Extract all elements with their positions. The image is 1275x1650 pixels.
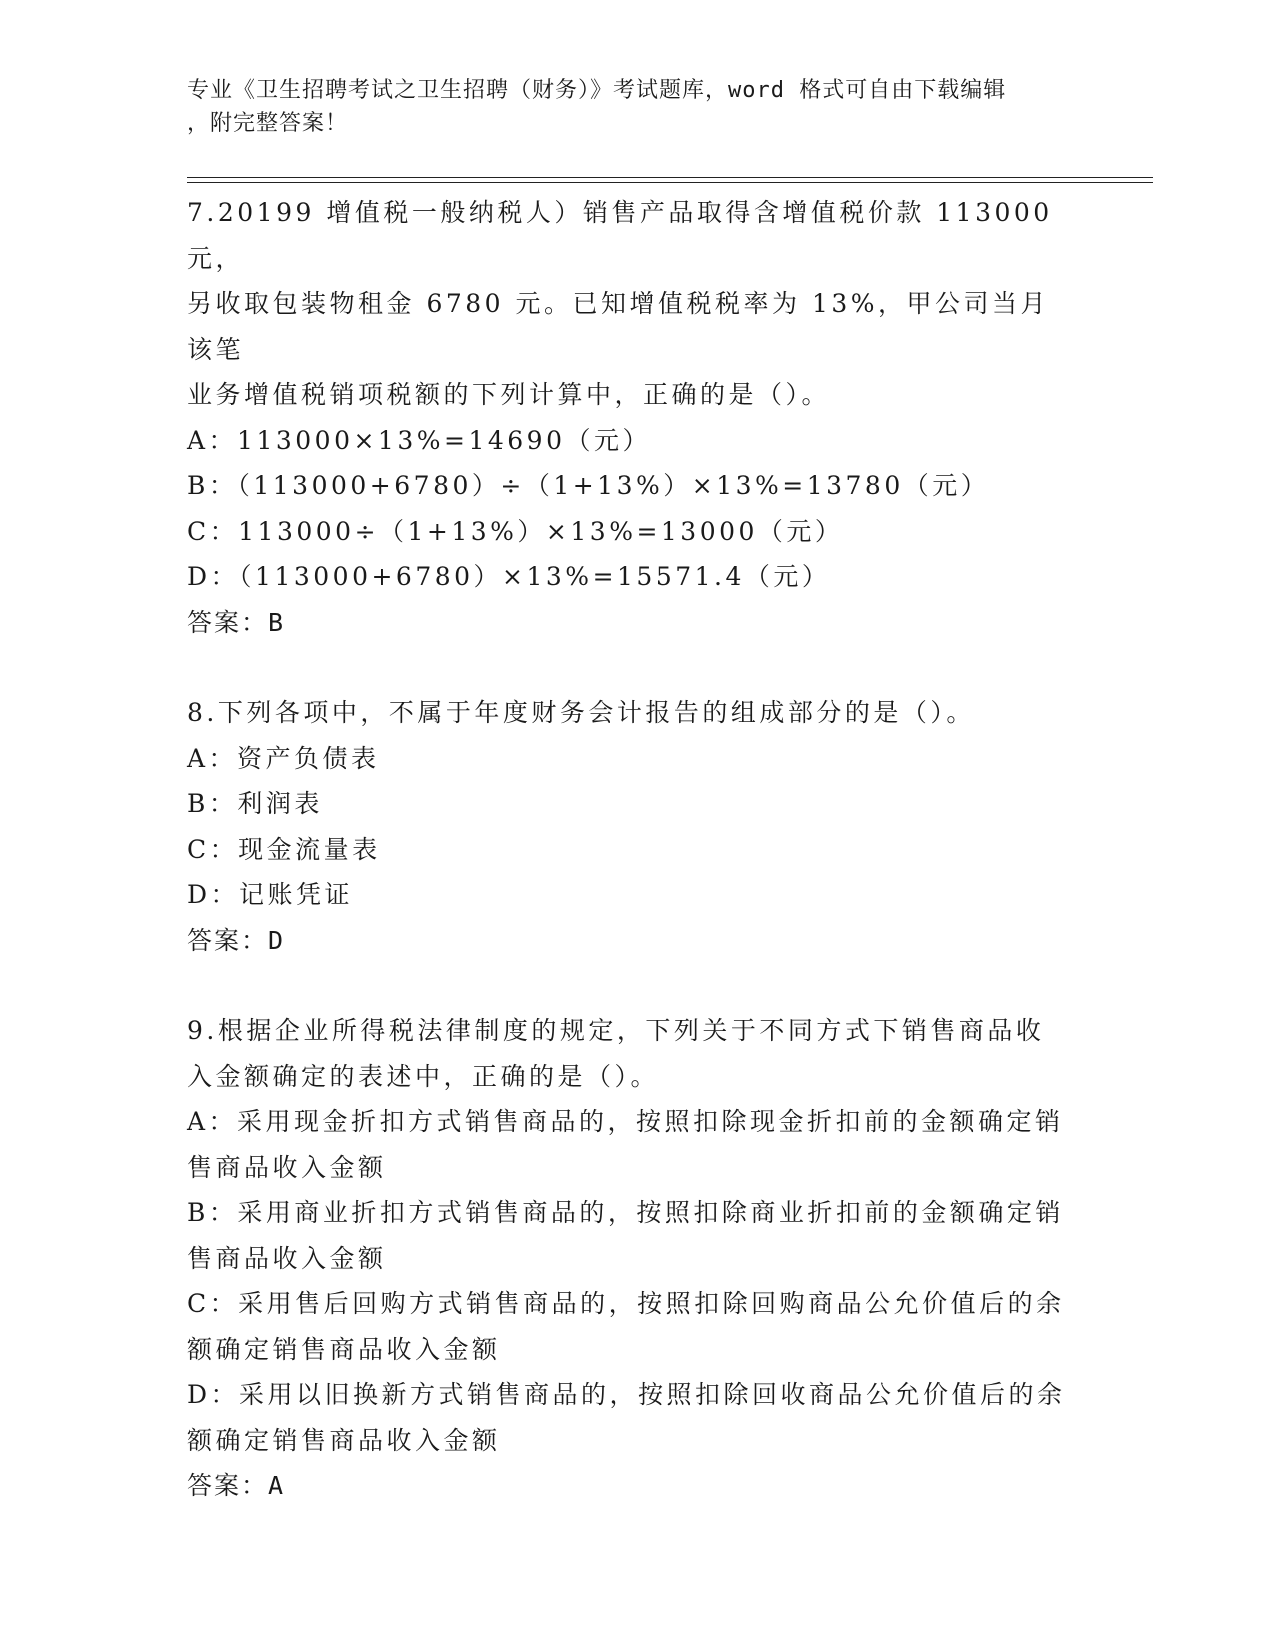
header-divider-top (187, 177, 1153, 178)
answer-value: B (268, 607, 286, 637)
option-text-line: D：采用以旧换新方式销售商品的，按照扣除回收商品公允价值后的余 (187, 1380, 1066, 1409)
answer-label: 答案： (187, 1471, 269, 1500)
option-text-line: B：采用商业折扣方式销售商品的，按照扣除商业折扣前的金额确定销 (187, 1198, 1064, 1227)
document-header (187, 74, 1067, 140)
question-stem-line: 入金额确定的表述中，正确的是（）。 (187, 1061, 660, 1091)
question-list (187, 190, 1067, 1554)
option-c: C：113000÷（1+13%）×13%=13000（元） (187, 516, 844, 546)
option-text-line: 额确定销售商品收入金额 (187, 1425, 501, 1455)
option-a (187, 1099, 1067, 1190)
option-c (187, 1281, 1067, 1372)
option-text-line: A：采用现金折扣方式销售商品的，按照扣除现金折扣前的金额确定销 (187, 1107, 1064, 1136)
header-line-2: ，附完整答案！ (187, 111, 349, 136)
option-text-line: 售商品收入金额 (187, 1152, 387, 1182)
option-b: B：利润表 (187, 789, 323, 818)
option-c: C：现金流量表 (187, 834, 381, 864)
option-a: A：资产负债表 (187, 743, 380, 773)
option-a: A：113000×13%=14690（元） (187, 425, 651, 455)
question-stem-line: 7.20199 增值税一般纳税人）销售产品取得含增值税价款 113000 元， (187, 198, 1053, 273)
option-text-line: 售商品收入金额 (187, 1243, 387, 1273)
option-b (187, 1190, 1067, 1281)
answer-label: 答案： (187, 607, 269, 637)
answer-label: 答案： (187, 925, 269, 955)
answer-line (187, 600, 1067, 646)
header-line-1: 专业《卫生招聘考试之卫生招聘（财务）》考试题库，word 格式可自由下载编辑 (187, 78, 1007, 103)
header-divider-bottom (187, 182, 1153, 183)
option-d (187, 1372, 1067, 1463)
option-d: D：记账凭证 (187, 880, 354, 909)
question-stem-line: 9.根据企业所得税法律制度的规定，下列关于不同方式下销售商品收 (187, 1016, 1045, 1045)
question-stem-line: 另收取包装物租金 6780 元。已知增值税税率为 13%，甲公司当月该笔 (187, 289, 1050, 364)
question-stem-line: 业务增值税销项税额的下列计算中，正确的是（）。 (187, 380, 831, 409)
answer-line (187, 1463, 1067, 1509)
answer-value: D (268, 925, 286, 955)
question-8 (187, 690, 1067, 963)
question-stem-line: 8.下列各项中，不属于年度财务会计报告的组成部分的是（）。 (187, 698, 975, 727)
question-7 (187, 190, 1067, 645)
question-9 (187, 1008, 1067, 1509)
answer-line (187, 918, 1067, 964)
option-d: D：（113000+6780）×13%=15571.4（元） (187, 562, 831, 591)
option-text-line: 额确定销售商品收入金额 (187, 1334, 501, 1364)
option-b: B：（113000+6780）÷（1+13%）×13%=13780（元） (187, 471, 990, 500)
answer-value: A (268, 1471, 286, 1500)
option-text-line: C：采用售后回购方式销售商品的，按照扣除回购商品公允价值后的余 (187, 1289, 1065, 1318)
